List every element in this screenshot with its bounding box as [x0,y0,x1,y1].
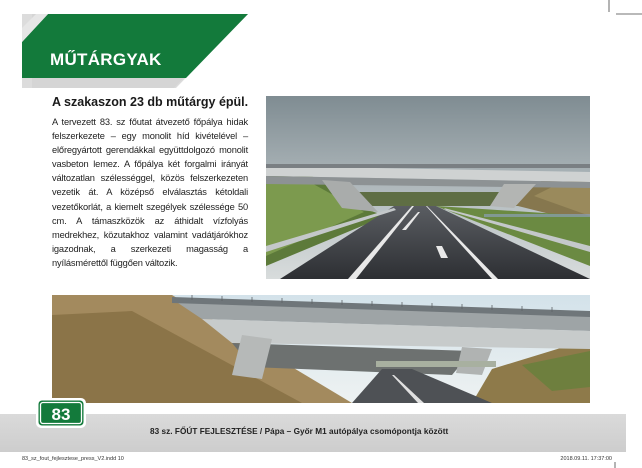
route-number-badge [35,397,87,429]
article-heading: A szakaszon 23 db műtárgy épül. [52,95,249,109]
print-slug [22,456,612,466]
photo-overpass-bridge [52,295,590,403]
route-number: 83 [51,405,71,424]
section-title: MŰTÁRGYAK [50,50,162,69]
print-timestamp: 2018.09.11. 17:37:00 [560,456,612,462]
footer-caption: 83 sz. FŐÚT FEJLESZTÉSE / Pápa – Győr M1 autópálya csomópontja között [150,427,449,436]
print-file-name: 83_sz_fout_fejlesztese_press_V2.indd 10 [22,456,124,462]
photo-highway-overpass [266,96,590,279]
article-body: A tervezett 83. sz főutat átvezető főpálya hidak felszerkezete – egy monolit híd kivételével – előregyártott gerendákkal együttdolgozó monolit vasbeton lemez. A főpálya két forgalmi irányát változatlan szélességgel, közös felszerkezeten vezetik át. A középső elválasztás kétoldali vezetőkorlát, a kiemelt szegélyek szélessége 50 cm. A támaszközök az áthidalt vízfolyás medrekhez, közutakhoz valamint vadátjárókhoz igazodnak, a szerkezeti magasság a nyílásmérettől függően változik. [52,117,248,268]
